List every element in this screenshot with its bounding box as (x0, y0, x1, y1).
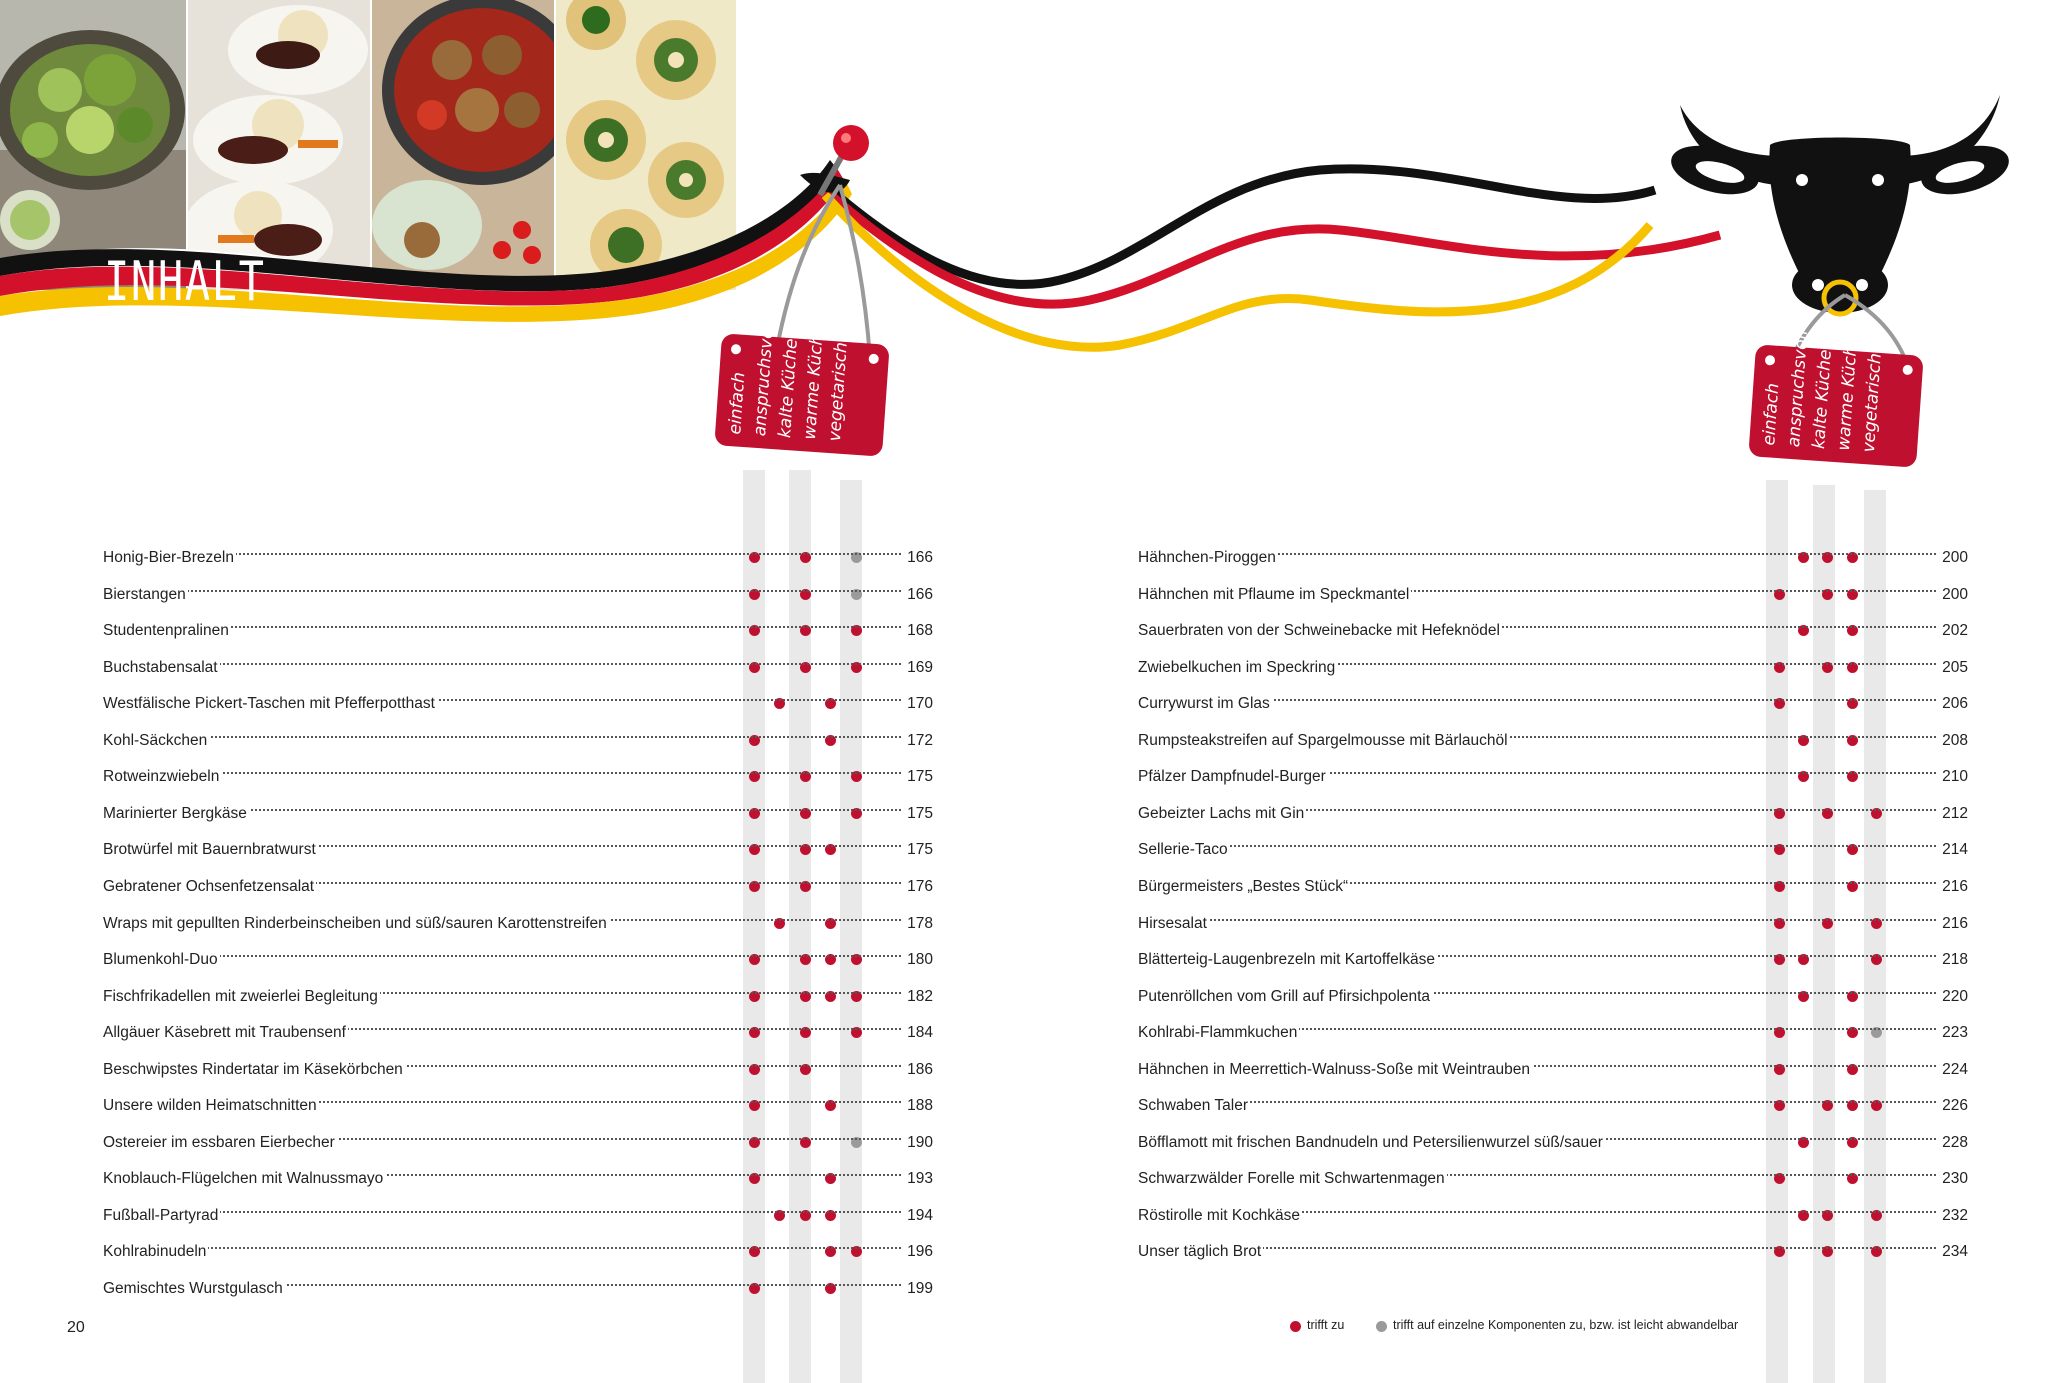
toc-entry[interactable] (103, 581, 933, 609)
tag-label-einfach: einfach (1759, 382, 1784, 447)
toc-entry-title: Hähnchen in Meerrettich-Walnuss-Soße mit Weintrauben (1138, 1056, 1532, 1084)
toc-entry-page: 228 (1938, 1129, 1968, 1157)
toc-entry-page: 199 (903, 1275, 933, 1303)
tag-label-einfach: einfach (725, 371, 750, 436)
toc-entry-page: 193 (903, 1165, 933, 1193)
toc-entry-page: 175 (903, 763, 933, 791)
page-heading: INHALT (104, 250, 266, 313)
toc-entry-title: Hähnchen mit Pflaume im Speckmantel (1138, 581, 1411, 609)
category-tag-left (714, 318, 889, 456)
toc-entry[interactable] (1138, 690, 1968, 718)
dot-leader (103, 736, 933, 738)
toc-entry[interactable] (1138, 910, 1968, 938)
toc-entry[interactable] (103, 1019, 933, 1047)
toc-entry-page: 206 (1938, 690, 1968, 718)
tag-hole (1902, 365, 1913, 376)
toc-entry-title: Honig-Bier-Brezeln (103, 544, 236, 572)
toc-entry[interactable] (1138, 1019, 1968, 1047)
toc-entry[interactable] (103, 836, 933, 864)
dot-leader (103, 1211, 933, 1213)
toc-entry[interactable] (103, 1202, 933, 1230)
toc-entry-title: Rumpsteakstreifen auf Spargelmousse mit Bärlauchöl (1138, 727, 1510, 755)
toc-entry-title: Rotweinzwiebeln (103, 763, 221, 791)
toc-entry-page: 224 (1938, 1056, 1968, 1084)
toc-entry-page: 216 (1938, 910, 1968, 938)
toc-entry-page: 196 (903, 1238, 933, 1266)
toc-entry[interactable] (103, 690, 933, 718)
toc-entry[interactable] (1138, 1165, 1968, 1193)
toc-entry[interactable] (1138, 873, 1968, 901)
dot-leader (1138, 919, 1968, 921)
toc-entry-title: Buchstabensalat (103, 654, 220, 682)
toc-entry-title: Sauerbraten von der Schweinebacke mit Hefeknödel (1138, 617, 1502, 645)
toc-entry[interactable] (1138, 946, 1968, 974)
toc-entry[interactable] (103, 617, 933, 645)
toc-entry-page: 194 (903, 1202, 933, 1230)
toc-entry[interactable] (103, 1275, 933, 1303)
toc-entry[interactable] (103, 873, 933, 901)
toc-entry-page: 230 (1938, 1165, 1968, 1193)
toc-entry[interactable] (1138, 763, 1968, 791)
toc-entry-page: 212 (1938, 800, 1968, 828)
toc-entry-title: Putenröllchen vom Grill auf Pfirsichpolenta (1138, 983, 1432, 1011)
toc-entry-page: 166 (903, 581, 933, 609)
dot-leader (103, 955, 933, 957)
toc-entry-title: Zwiebelkuchen im Speckring (1138, 654, 1337, 682)
toc-entry[interactable] (1138, 544, 1968, 572)
toc-entry-title: Brotwürfel mit Bauernbratwurst (103, 836, 318, 864)
dot-leader (1138, 845, 1968, 847)
toc-entry-title: Unser täglich Brot (1138, 1238, 1263, 1266)
toc-entry-title: Gebratener Ochsenfetzensalat (103, 873, 316, 901)
toc-entry[interactable] (103, 1129, 933, 1157)
dot-leader (103, 663, 933, 665)
toc-entry-page: 208 (1938, 727, 1968, 755)
toc-entry[interactable] (103, 910, 933, 938)
dot-leader (1138, 1101, 1968, 1103)
dot-leader (103, 772, 933, 774)
toc-entry-page: 170 (903, 690, 933, 718)
tag-label-vegetarisch: vegetarisch (1858, 352, 1886, 454)
legend-red-dot (1290, 1321, 1301, 1332)
toc-entry-page: 190 (903, 1129, 933, 1157)
toc-entry-title: Beschwipstes Rindertatar im Käsekörbchen (103, 1056, 405, 1084)
toc-entry-title: Hähnchen-Piroggen (1138, 544, 1278, 572)
toc-entry-title: Fußball-Partyrad (103, 1202, 220, 1230)
toc-entry-page: 188 (903, 1092, 933, 1120)
toc-entry-page: 218 (1938, 946, 1968, 974)
toc-entry-page: 234 (1938, 1238, 1968, 1266)
tag-label-vegetarisch: vegetarisch (824, 341, 852, 443)
toc-entry[interactable] (1138, 983, 1968, 1011)
toc-entry[interactable] (103, 544, 933, 572)
toc-entry-title: Allgäuer Käsebrett mit Traubensenf (103, 1019, 348, 1047)
toc-entry-title: Unsere wilden Heimatschnitten (103, 1092, 319, 1120)
toc-entry-page: 169 (903, 654, 933, 682)
tag-label-kalte-kueche: kalte Küche (774, 337, 802, 439)
toc-entry-page: 168 (903, 617, 933, 645)
dot-leader (103, 590, 933, 592)
toc-entry[interactable] (103, 727, 933, 755)
toc-entry-page: 176 (903, 873, 933, 901)
toc-entry[interactable] (1138, 654, 1968, 682)
toc-entry-title: Kohlrabi-Flammkuchen (1138, 1019, 1299, 1047)
toc-entry-page: 172 (903, 727, 933, 755)
toc-entry-page: 202 (1938, 617, 1968, 645)
tag-label-kalte-kueche: kalte Küche (1808, 348, 1836, 450)
toc-entry-page: 232 (1938, 1202, 1968, 1230)
toc-entry-page: 175 (903, 836, 933, 864)
toc-entry[interactable] (1138, 836, 1968, 864)
toc-entry-page: 200 (1938, 544, 1968, 572)
toc-entry-title: Röstirolle mit Kochkäse (1138, 1202, 1302, 1230)
toc-entry-title: Sellerie-Taco (1138, 836, 1230, 864)
toc-entry[interactable] (1138, 800, 1968, 828)
dot-leader (103, 1247, 933, 1249)
toc-entry[interactable] (103, 654, 933, 682)
toc-entry[interactable] (1138, 727, 1968, 755)
toc-entry-page: 220 (1938, 983, 1968, 1011)
toc-entry-page: 166 (903, 544, 933, 572)
toc-entry-title: Ostereier im essbaren Eierbecher (103, 1129, 337, 1157)
toc-entry[interactable] (103, 1238, 933, 1266)
toc-entry[interactable] (103, 800, 933, 828)
toc-entry-title: Bürgermeisters „Bestes Stück“ (1138, 873, 1350, 901)
toc-entry[interactable] (1138, 1092, 1968, 1120)
toc-entry[interactable] (103, 1056, 933, 1084)
tag-hole (868, 354, 879, 365)
legend-red-label: trifft zu (1307, 1318, 1345, 1332)
tag-label-anspruchsvoll: anspruchsvoll (1784, 329, 1813, 448)
toc-entry-title: Schwarzwälder Forelle mit Schwartenmagen (1138, 1165, 1447, 1193)
toc-entry[interactable] (103, 763, 933, 791)
toc-entry[interactable] (103, 946, 933, 974)
legend-grey-dot (1376, 1321, 1387, 1332)
toc-entry-page: 226 (1938, 1092, 1968, 1120)
toc-entry[interactable] (1138, 617, 1968, 645)
toc-entry-title: Böfflamott mit frischen Bandnudeln und Petersilienwurzel süß/sauer (1138, 1129, 1605, 1157)
toc-entry-page: 175 (903, 800, 933, 828)
tag-label-warme-kueche: warme Küche (799, 323, 828, 441)
category-tag-right (1748, 329, 1923, 467)
toc-entry-page: 184 (903, 1019, 933, 1047)
toc-entry[interactable] (1138, 1238, 1968, 1266)
toc-entry-page: 186 (903, 1056, 933, 1084)
toc-entry-page: 205 (1938, 654, 1968, 682)
toc-entry-title: Gemischtes Wurstgulasch (103, 1275, 285, 1303)
toc-entry[interactable] (103, 1165, 933, 1193)
toc-entry[interactable] (103, 1092, 933, 1120)
toc-entry-title: Blumenkohl-Duo (103, 946, 220, 974)
toc-entry-title: Kohl-Säckchen (103, 727, 209, 755)
toc-entry-title: Hirsesalat (1138, 910, 1209, 938)
tag-label-anspruchsvoll: anspruchsvoll (750, 318, 779, 437)
toc-entry-title: Knoblauch-Flügelchen mit Walnussmayo (103, 1165, 385, 1193)
toc-entry-page: 180 (903, 946, 933, 974)
toc-entry[interactable] (1138, 1202, 1968, 1230)
toc-entry-title: Bierstangen (103, 581, 188, 609)
toc-entry-page: 216 (1938, 873, 1968, 901)
legend-grey-label: trifft auf einzelne Komponenten zu, bzw. ist leicht abwandelbar (1393, 1318, 1739, 1332)
toc-entry-title: Currywurst im Glas (1138, 690, 1272, 718)
toc-entry-page: 200 (1938, 581, 1968, 609)
toc-entry[interactable] (1138, 1056, 1968, 1084)
toc-entry-title: Gebeizter Lachs mit Gin (1138, 800, 1306, 828)
toc-entry-page: 214 (1938, 836, 1968, 864)
toc-entry-title: Wraps mit gepullten Rinderbeinscheiben und süß/sauren Karottenstreifen (103, 910, 609, 938)
toc-entry-title: Schwaben Taler (1138, 1092, 1250, 1120)
toc-entry[interactable] (1138, 1129, 1968, 1157)
tag-hole (1765, 355, 1776, 366)
page-number: 20 (67, 1319, 85, 1336)
toc-entry-title: Pfälzer Dampfnudel-Burger (1138, 763, 1328, 791)
toc-entry-page: 223 (1938, 1019, 1968, 1047)
toc-entry-title: Westfälische Pickert-Taschen mit Pfefferpotthast (103, 690, 437, 718)
toc-entry-page: 210 (1938, 763, 1968, 791)
toc-entry-title: Blätterteig-Laugenbrezeln mit Kartoffelkäse (1138, 946, 1437, 974)
toc-entry-title: Marinierter Bergkäse (103, 800, 249, 828)
toc-entry-page: 182 (903, 983, 933, 1011)
tag-label-warme-kueche: warme Küche (1833, 334, 1862, 452)
toc-entry-title: Fischfrikadellen mit zweierlei Begleitung (103, 983, 380, 1011)
tag-hole (731, 344, 742, 355)
toc-entry-title: Kohlrabinudeln (103, 1238, 208, 1266)
toc-entry-page: 178 (903, 910, 933, 938)
toc-entry[interactable] (103, 983, 933, 1011)
toc-entry[interactable] (1138, 581, 1968, 609)
toc-entry-title: Studentenpralinen (103, 617, 231, 645)
